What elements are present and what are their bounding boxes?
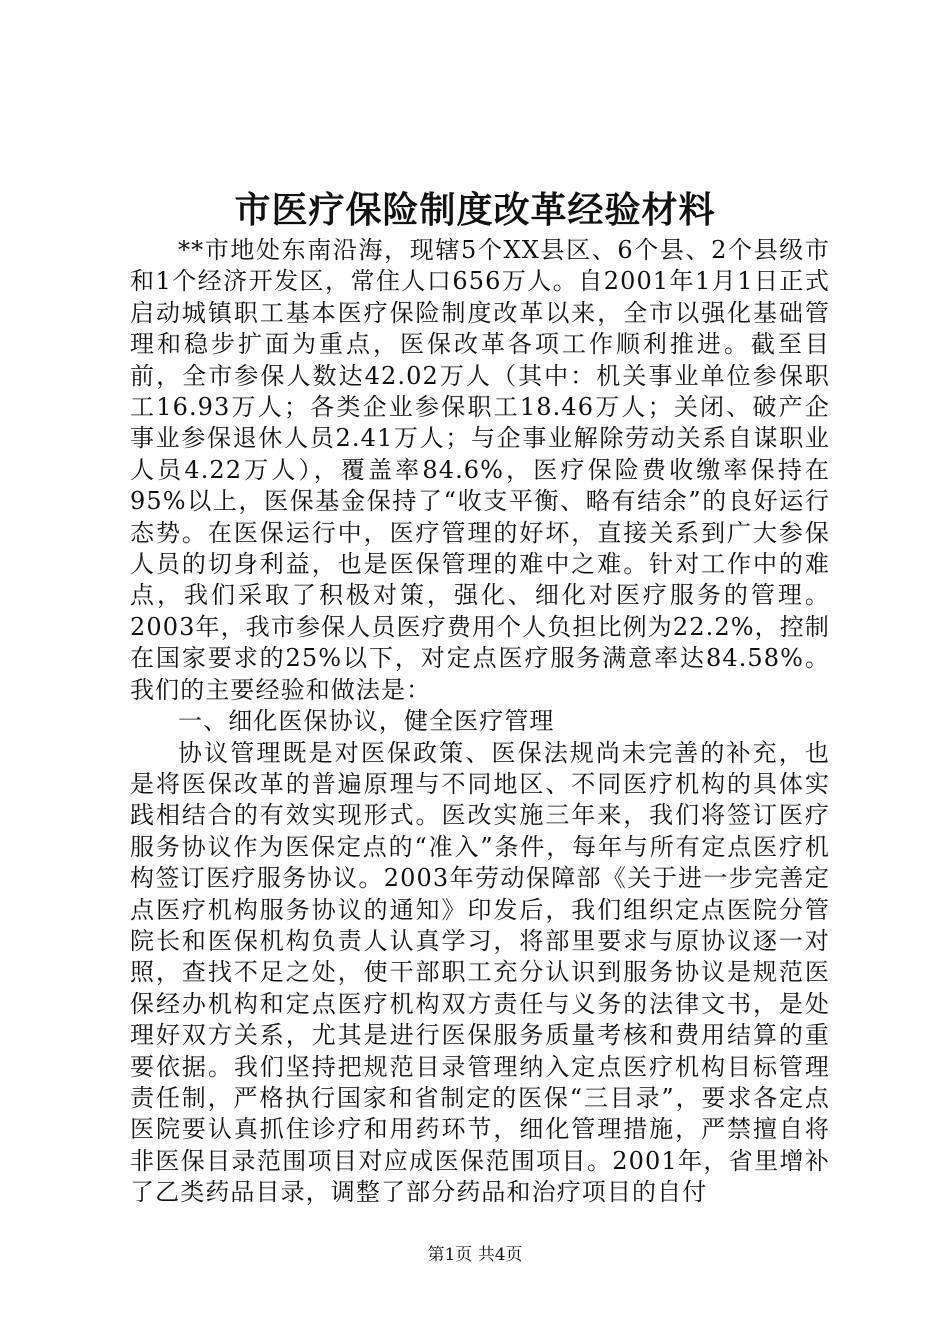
page-number-footer: 第1页 共4页: [427, 1245, 523, 1265]
document-title: 市医疗保险制度改革经验材料: [234, 189, 716, 231]
section-heading-1: 一、细化医保协议，健全医疗管理: [178, 707, 555, 736]
paragraph-intro: **市地处东南沿海，现辖5个XX县区、6个县、2个县级市和1个经济开发区，常住人口656万人。自2001年1月1日正式启动城镇职工基本医疗保险制度改革以来，全市以强化基础管理和稳步扩面为重点，医保改革各项工作顺利推进。截至目前，全市参保人数达42.02万人（其中：机关事业单位参保职工16.93万人；各类企业参保职工18.46万人；关闭、破产企事业参保退休人员2.41万人；与企事业解除劳动关系自谋职业人员4.22万人），覆盖率84.6%，医疗保险费收缴率保持在95%以上，医保基金保持了“收支平衡、略有结余”的良好运行态势。在医保运行中，医疗管理的好坏，直接关系到广大参保人员的切身利益，也是医保管理的难中之难。针对工作中的难点，我们采取了积极对策，强化、细化对医疗服务的管理。2003年，我市参保人员医疗费用个人负担比例为22.2%，控制在国家要求的25%以下，对定点医疗服务满意率达84.58%。我们的主要经验和做法是：: [130, 236, 830, 704]
document-body: [130, 235, 830, 1209]
paragraph-section-1: 协议管理既是对医保政策、医保法规尚未完善的补充，也是将医保改革的普遍原理与不同地区、不同医疗机构的具体实践相结合的有效实现形式。医改实施三年来，我们将签订医疗服务协议作为医保定点的“准入”条件，每年与所有定点医疗机构签订医疗服务协议。2003年劳动保障部《关于进一步完善定点医疗机构服务协议的通知》印发后，我们组织定点医院分管院长和医保机构负责人认真学习，将部里要求与原协议逐一对照，查找不足之处，使干部职工充分认识到服务协议是规范医保经办机构和定点医疗机构双方责任与义务的法律文书，是处理好双方关系，尤其是进行医保服务质量考核和费用结算的重要依据。我们坚持把规范目录管理纳入定点医疗机构目标管理责任制，严格执行国家和省制定的医保“三目录”，要求各定点医院要认真抓住诊疗和用药环节，细化管理措施，严禁擅自将非医保目录范围项目对应成医保范围项目。2001年，省里增补了乙类药品目录，调整了部分药品和治疗项目的自付: [130, 738, 830, 1207]
